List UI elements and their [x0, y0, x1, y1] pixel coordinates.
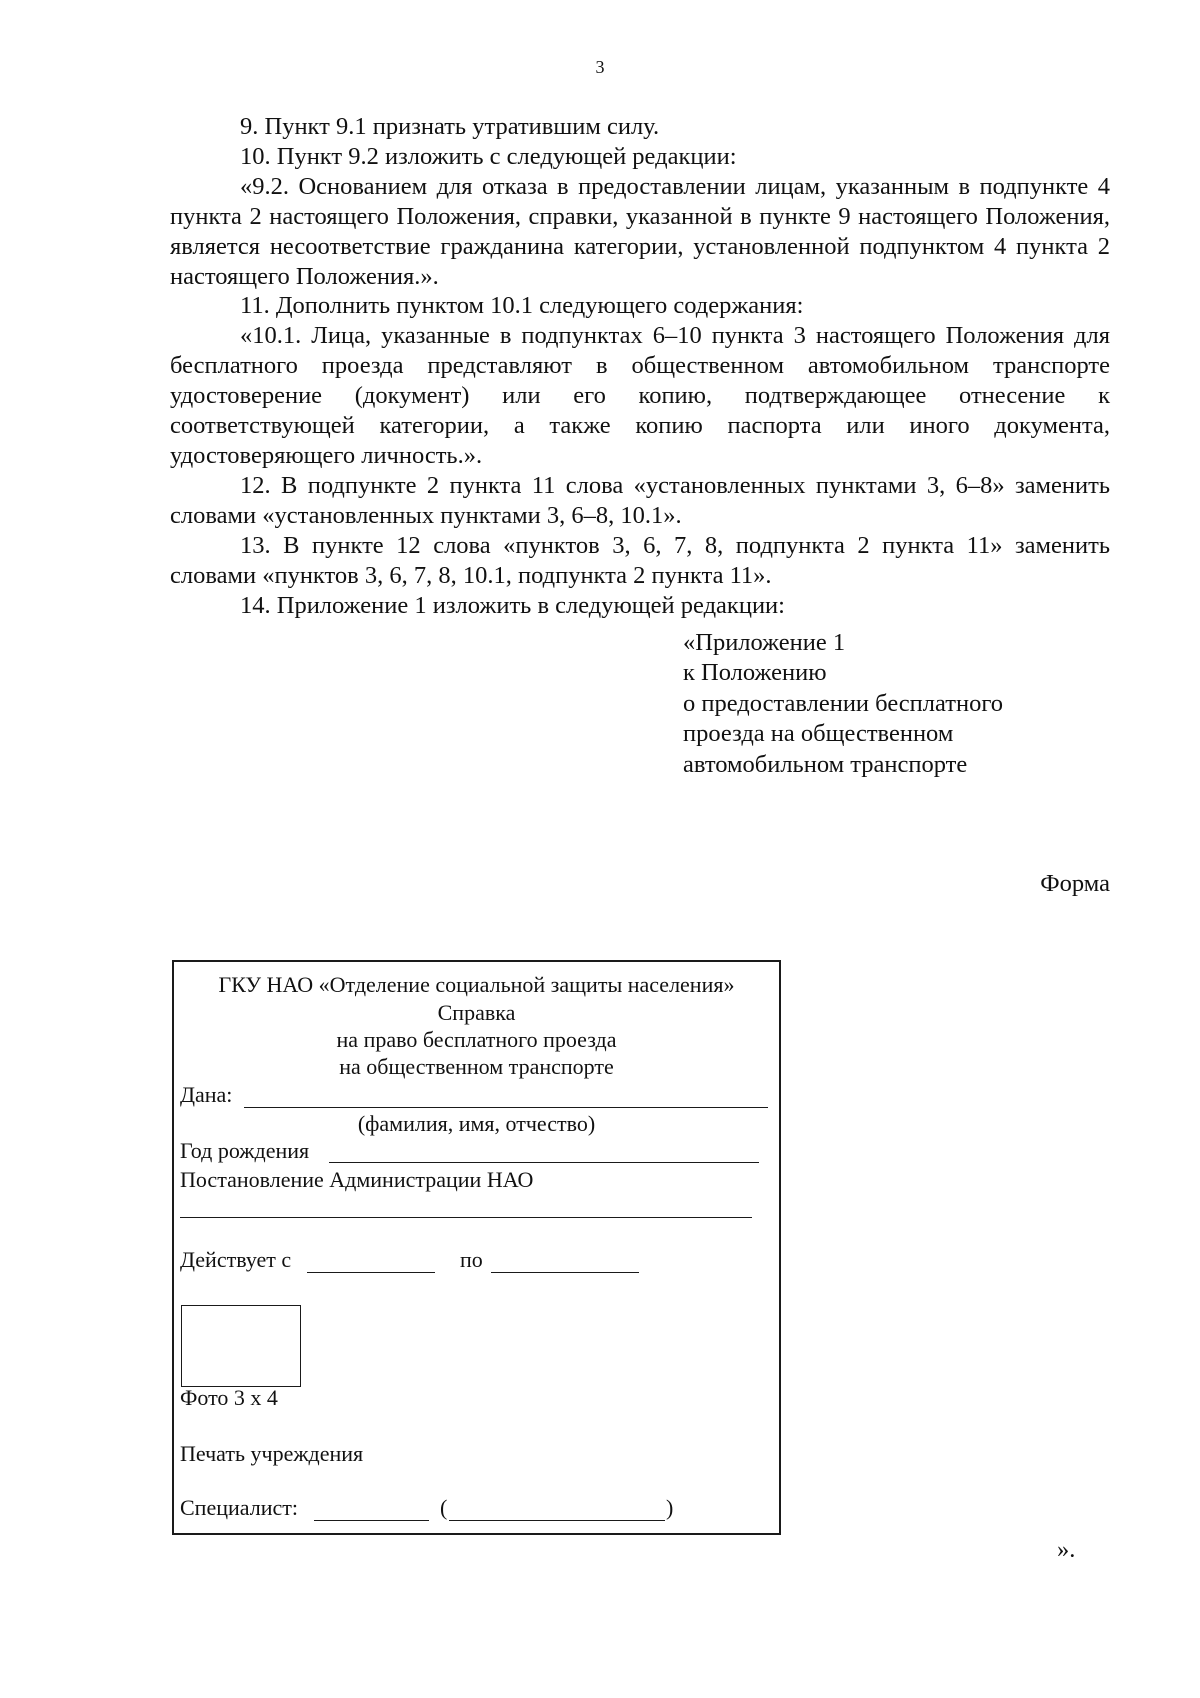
photo-label: Фото 3 х 4 [180, 1385, 278, 1410]
valid-to-line [491, 1272, 639, 1273]
paragraph-item-10: 10. Пункт 9.2 изложить с следующей редакции: [240, 142, 737, 170]
specialist-signature-line [314, 1520, 429, 1521]
issued-to-label: Дана: [180, 1082, 233, 1107]
certificate-form [172, 960, 781, 1535]
paragraph-item-9: 9. Пункт 9.1 признать утратившим силу. [240, 113, 660, 140]
form-organization: ГКУ НАО «Отделение социальной защиты населения» [218, 972, 735, 997]
appendix-heading-line: проезда на общественном [683, 720, 954, 748]
document-body [170, 112, 1110, 620]
specialist-label: Специалист: [180, 1495, 298, 1520]
paragraph-item-13: 13. В пункте 12 слова «пунктов 3, 6, 7, 8, подпункта 2 пункта 11» заменить словами «пунктов 3, 6, 7, 8, 10.1, подпункта 2 пункта 11». [170, 531, 1110, 589]
resolution-label: Постановление Администрации НАО [180, 1167, 534, 1192]
paragraph-item-11: 11. Дополнить пунктом 10.1 следующего содержания: [240, 292, 804, 320]
appendix-heading-line: о предоставлении бесплатного [683, 689, 1004, 717]
name-hint: (фамилия, имя, отчество) [357, 1111, 596, 1136]
paren-close: ) [666, 1495, 674, 1520]
closing-quote: ». [1057, 1536, 1076, 1563]
paragraph-item-12: 12. В подпункте 2 пункта 11 слова «установленных пунктами 3, 6–8» заменить словами «установленных пунктами 3, 6–8, 10.1». [170, 471, 1110, 529]
birth-year-line [329, 1162, 759, 1163]
resolution-line [180, 1217, 752, 1218]
stamp-label: Печать учреждения [180, 1441, 364, 1466]
appendix-heading-line: к Положению [683, 659, 827, 687]
appendix-heading-line: автомобильном транспорте [683, 750, 968, 778]
birth-year-label: Год рождения [180, 1138, 310, 1163]
photo-placeholder [181, 1305, 301, 1387]
issued-to-line [244, 1107, 768, 1108]
form-title: Справка [437, 1000, 516, 1025]
page-number: 3 [595, 57, 605, 77]
paragraph-item-14: 14. Приложение 1 изложить в следующей редакции: [240, 591, 785, 619]
paren-open: ( [440, 1495, 448, 1520]
form-subtitle-1: на право бесплатного проезда [336, 1027, 617, 1052]
form-subtitle-2: на общественном транспорте [339, 1054, 614, 1079]
specialist-name-line [449, 1520, 665, 1521]
form-label: Форма [1040, 870, 1110, 897]
appendix-heading-line: «Приложение 1 [683, 629, 846, 656]
valid-to-label: по [460, 1247, 483, 1272]
valid-from-label: Действует с [180, 1247, 292, 1272]
paragraph-quote-9-2: «9.2. Основанием для отказа в предоставлении лицам, указанным в подпункте 4 пункта 2 настоящего Положения, справки, указанной в пункте 9 настоящего Положения, является несоответствие гражданина категории, установленной подпунктом 4 пункта 2 настоящего Положения.». [170, 172, 1110, 290]
paragraph-quote-10-1: «10.1. Лица, указанные в подпунктах 6–10 пункта 3 настоящего Положения для бесплатного проезда представляют в общественном автомобильном транспорте удостоверение (документ) или его копию, подтверждающее отнесение к соответствующей категории, а также копию паспорта или иного документа, удостоверяющего личность.». [170, 322, 1110, 469]
appendix-heading [683, 628, 1003, 780]
valid-from-line [307, 1272, 435, 1273]
